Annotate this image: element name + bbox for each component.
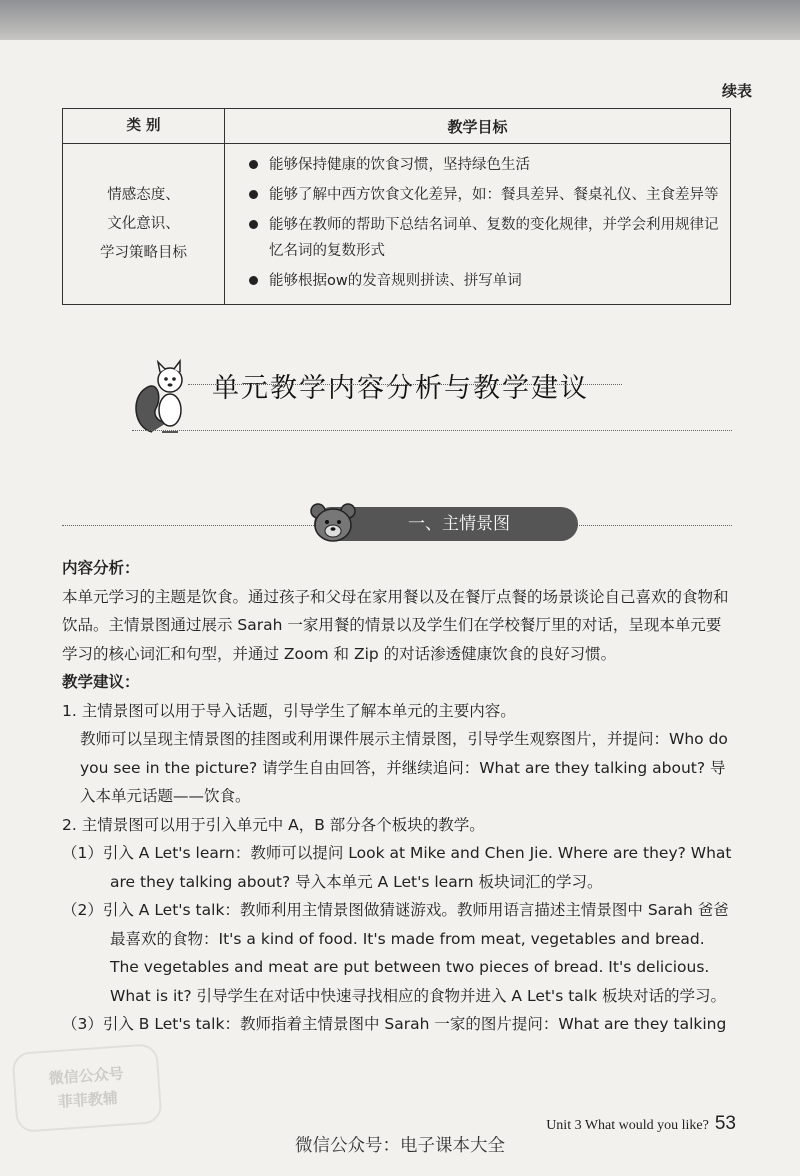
subsection-badge: 一、主情景图 bbox=[314, 507, 578, 541]
dotted-divider bbox=[188, 384, 622, 385]
table-row bbox=[63, 144, 731, 305]
bullet-icon bbox=[249, 276, 258, 285]
suggestion-2-item-2: （2）引入 A Let's talk：教师利用主情景图做猜谜游戏。教师用语言描述主情景图中 Sarah 爸爸最喜欢的食物：It's a kind of food. It's made from meat, vegetables and bread. The vegetables and meat are put between two pieces of bread. It's delicious. What is it? 引导学生在对话中快速寻找相应的食物并进入 A Let's talk 板块对话的学习。 bbox=[62, 901, 729, 1005]
content-body bbox=[62, 554, 734, 1039]
category-line: 文化意识、 bbox=[107, 215, 180, 232]
analysis-paragraph: 本单元学习的主题是饮食。通过孩子和父母在家用餐以及在餐厅点餐的场景谈论自己喜欢的食物和饮品。主情景图通过展示 Sarah 一家用餐的情景以及学生们在学校餐厅里的对话，呈现本单元要学习的核心词汇和句型，并通过 Zoom 和 Zip 的对话渗透健康饮食的良好习惯。 bbox=[62, 587, 729, 663]
subsection-heading bbox=[62, 505, 732, 545]
section-title: 单元教学内容分析与教学建议 bbox=[212, 373, 589, 404]
suggestion-2-item-1: （1）引入 A Let's learn：教师可以提问 Look at Mike and Chen Jie. Where are they? What are they talking about? 导入本单元 A Let's learn 板块词汇的学习。 bbox=[62, 844, 732, 891]
squirrel-icon bbox=[132, 358, 192, 436]
suggestion-1-body: 教师可以呈现主情景图的挂图或利用课件展示主情景图，引导学生观察图片，并提问：Who do you see in the picture? 请学生自由回答，并继续追问：What are they talking about? 导入本单元话题——饮食。 bbox=[80, 730, 728, 805]
suggestion-2-title: 2. 主情景图可以用于引入单元中 A，B 部分各个板块的教学。 bbox=[62, 815, 485, 834]
dotted-divider bbox=[132, 430, 732, 431]
bottom-caption: 微信公众号：电子课本大全 bbox=[295, 1136, 505, 1156]
suggestion-1-title: 1. 主情景图可以用于导入话题，引导学生了解本单元的主要内容。 bbox=[62, 701, 516, 720]
bullet-icon bbox=[249, 220, 258, 229]
table-header-row bbox=[63, 109, 731, 144]
bear-icon bbox=[308, 501, 358, 545]
category-line: 学习策略目标 bbox=[100, 244, 187, 261]
continued-table-label: 续表 bbox=[721, 82, 752, 100]
suggestion-2-item-3: （3）引入 B Let's talk：教师指着主情景图中 Sarah 一家的图片提问：What are they talking bbox=[62, 1015, 727, 1033]
analysis-label: 内容分析： bbox=[62, 559, 140, 577]
page-number: 53 bbox=[714, 1113, 736, 1134]
suggestion-label: 教学建议： bbox=[62, 673, 140, 691]
bullet-icon bbox=[249, 190, 258, 199]
footer-unit-title: Unit 3 What would you like? bbox=[546, 1118, 709, 1133]
goal-item: 能够保持健康的饮食习惯，坚持绿色生活 bbox=[249, 152, 720, 178]
teaching-goals-table bbox=[62, 108, 731, 305]
watermark-stamp: 微信公众号 菲菲教辅 bbox=[11, 1043, 162, 1133]
header-goals: 教学目标 bbox=[225, 109, 731, 144]
goals-cell bbox=[225, 144, 731, 305]
bullet-icon bbox=[249, 160, 258, 169]
section-heading bbox=[132, 358, 732, 428]
category-cell bbox=[63, 144, 225, 305]
header-category: 类 别 bbox=[63, 109, 225, 144]
goal-item: 能够了解中西方饮食文化差异，如：餐具差异、餐桌礼仪、主食差异等 bbox=[249, 182, 720, 208]
category-line: 情感态度、 bbox=[107, 186, 180, 203]
goal-item: 能够根据ow的发音规则拼读、拼写单词 bbox=[249, 268, 720, 294]
goal-item: 能够在教师的帮助下总结名词单、复数的变化规律，并学会利用规律记忆名词的复数形式 bbox=[249, 212, 720, 264]
